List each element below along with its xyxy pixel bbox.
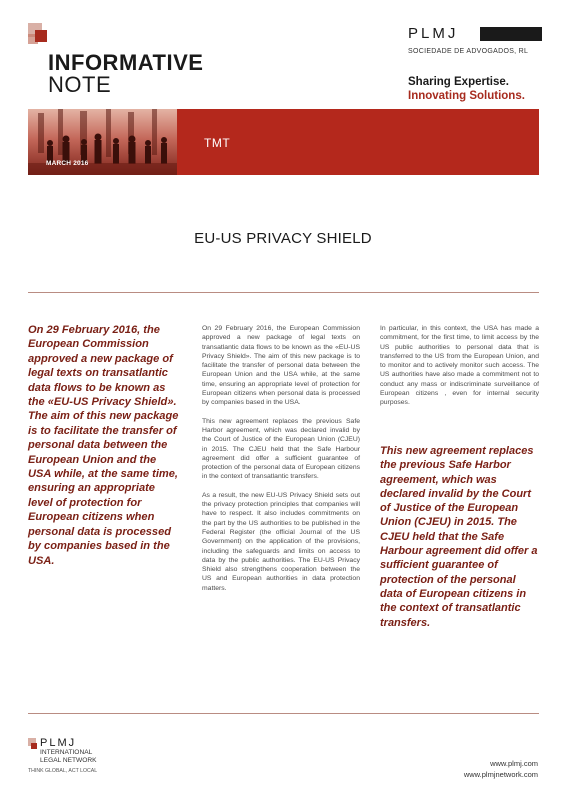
tagline-line-1: Sharing Expertise. [408, 76, 509, 88]
footer-url-network[interactable]: www.plmjnetwork.com [463, 770, 538, 779]
footer-urls [464, 758, 538, 780]
title-line-2: NOTE [48, 72, 112, 97]
logo-bar [480, 27, 542, 41]
title-line-1: INFORMATIVE [48, 50, 204, 75]
body-paragraph: As a result, the new EU-US Privacy Shield sets out the privacy protection principles that companies will have to respect. It also includes commitments on the part by the US authorities to be published in the Federal Register (the official Journal of the US Government) on the application of the provisions, including the safeguards and limits on access to data by the public authorities. The EU-US Privacy Shield also strengthens cooperation between the US and European authorities in data protection matters. [202, 491, 360, 592]
tagline-line-2: Innovating Solutions. [408, 90, 525, 102]
footer-url-plmj[interactable]: www.plmj.com [490, 759, 538, 768]
bottom-divider [28, 713, 539, 714]
body-column-2 [380, 324, 539, 417]
publication-date: MARCH 2016 [46, 160, 89, 167]
footer-tagline: THINK GLOBAL, ACT LOCAL [28, 768, 98, 774]
body-paragraph: In particular, in this context, the USA has made a commitment, for the first time, to limit access by the US public authorities to personal data that is transferred to the US from the European Union, and to monitor and to actively monitor such access. The US authorities have also made a commitment not to conduct any mass or indiscriminate surveillance of European citizens , even for internal security purposes. [380, 325, 539, 407]
body-paragraph: On 29 February 2016, the European Commission approved a new package of legal texts on transatlantic data flows to be known as the «EU-US Privacy Shield». The aim of this new package is to facilitate the transfer of personal data between the European Union and the USA while, at the same time, ensuring an appropriate level of protection for European citizens when personal data is processed by companies based in the USA. [202, 325, 360, 407]
informative-note-title [48, 52, 203, 96]
section-banner [28, 109, 539, 175]
top-divider [28, 292, 539, 293]
corner-square-dark [35, 30, 47, 42]
section-label: TMT [204, 136, 231, 150]
plmj-logo [408, 25, 542, 55]
footer-logo-line-1: INTERNATIONAL [40, 749, 93, 756]
logo-subtitle: SOCIEDADE DE ADVOGADOS, RL [408, 48, 529, 55]
pull-quote: This new agreement replaces the previous Safe Harbor agreement, which was declared invalid by the Court of Justice of the European Union (CJEU) in 2015. The CJEU held that the Safe Harbour agreement did offer a sufficient guarantee of protection of the personal data of European citizens in the context of transatlantic transfers. [380, 445, 538, 629]
logo-wordmark: PLMJ [408, 25, 459, 42]
footer-logo-line-2: LEGAL NETWORK [40, 757, 97, 764]
document-title: EU-US PRIVACY SHIELD [194, 230, 372, 247]
body-column-1 [202, 324, 360, 602]
body-paragraph: This new agreement replaces the previous Safe Harbor agreement, which was declared invalid by the Court of Justice of the European Union (CJEU) in 2015. The CJEU held that the Safe Harbour agreement did offer a sufficient guarantee of protection of the personal data of European citizens in the context of transatlantic transfers. [202, 417, 360, 481]
footer-logo-square-dark [31, 743, 37, 749]
footer-logo-wordmark: PLMJ [40, 737, 77, 749]
header-tagline [408, 75, 525, 103]
lead-paragraph: On 29 February 2016, the European Commission approved a new package of legal texts on transatlantic data flows to be known as the «EU-US Privacy Shield». The aim of this new package is to facilitate the transfer of personal data between the European Union and the USA while, at the same time, ensuring an appropriate level of protection for European citizens when personal data is processed by companies based in the USA. [28, 324, 179, 567]
banner-photo [28, 109, 177, 175]
